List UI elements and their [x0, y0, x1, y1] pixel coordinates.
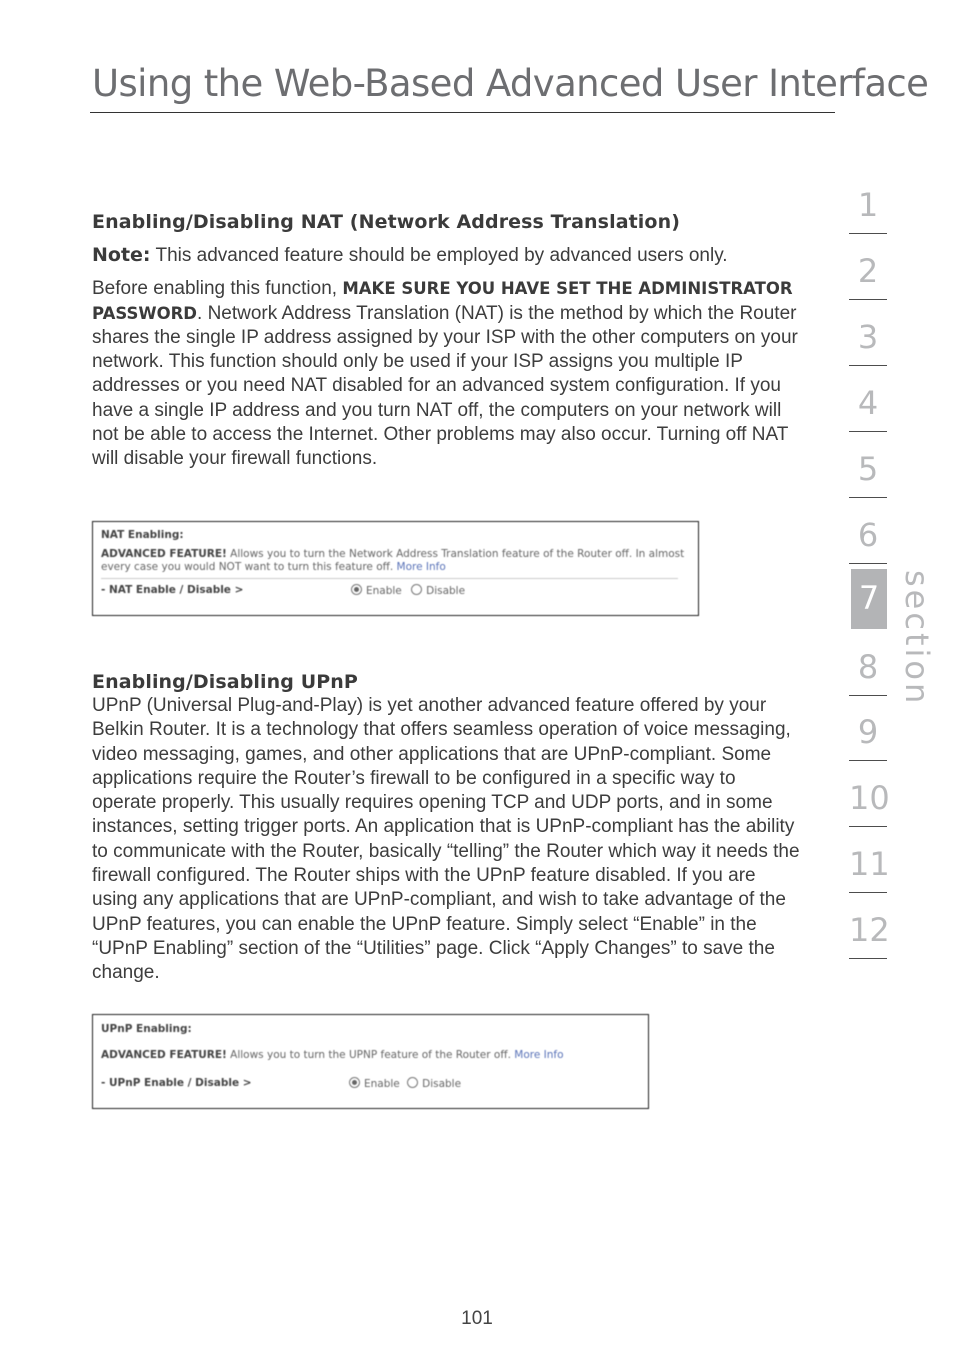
upnp-shot-title: UPnP Enabling:: [101, 1023, 192, 1035]
upnp-heading: Enabling/Disabling UPnP: [92, 671, 358, 693]
nat-disable-label: Disable: [426, 585, 466, 597]
upnp-enable-row-label: - UPnP Enable / Disable >: [101, 1077, 252, 1089]
nat-more-info-link[interactable]: More Info: [393, 561, 446, 573]
section-tab-9[interactable]: 9: [849, 703, 887, 761]
upnp-shot-description: [101, 1049, 564, 1061]
upnp-more-info-link[interactable]: More Info: [510, 1049, 564, 1061]
upnp-radio-group: [349, 1077, 461, 1090]
nat-para-start: Before enabling this function,: [92, 278, 343, 300]
page-number: 101: [461, 1308, 493, 1329]
nat-radio-group: [351, 584, 465, 597]
upnp-enable-radio[interactable]: [349, 1077, 360, 1088]
upnp-disable-radio[interactable]: [407, 1077, 418, 1088]
nat-shot-description: [101, 548, 686, 574]
upnp-enable-label: Enable: [364, 1078, 400, 1090]
nat-shot-feature-label: ADVANCED FEATURE!: [101, 548, 227, 560]
upnp-screenshot: [92, 1014, 649, 1109]
nat-enable-radio[interactable]: [351, 584, 362, 595]
upnp-shot-feature-text: Allows you to turn the UPNP feature of the Router off.: [226, 1049, 511, 1061]
section-tab-4[interactable]: 4: [849, 374, 887, 432]
nat-note: [92, 243, 800, 268]
section-tab-1[interactable]: 1: [849, 176, 887, 234]
title-rule: [90, 112, 835, 113]
section-tab-7[interactable]: 7: [851, 569, 887, 629]
nat-shot-feature-text: Allows you to turn the Network Address Translation feature of the Router off. In almost every case you would NOT want to turn this feature off.: [101, 548, 685, 573]
nat-heading: Enabling/Disabling NAT (Network Address Translation): [92, 211, 680, 233]
nat-shot-divider: [101, 578, 678, 579]
section-tab-6[interactable]: 6: [849, 506, 887, 564]
note-text: This advanced feature should be employed by advanced users only.: [150, 245, 728, 266]
nat-enable-label: Enable: [366, 585, 402, 597]
nat-disable-radio[interactable]: [411, 584, 422, 595]
section-tab-12[interactable]: 12: [849, 901, 887, 959]
nat-enable-row-label: - NAT Enable / Disable >: [101, 584, 244, 596]
section-tab-8[interactable]: 8: [849, 638, 887, 696]
nat-para-caps: MAKE SURE YOU HAVE SET THE ADMINISTRATOR PASSWORD: [92, 279, 793, 323]
nat-paragraph: [92, 277, 800, 471]
nat-screenshot: [92, 521, 699, 616]
section-tab-5[interactable]: 5: [849, 440, 887, 498]
section-tab-10[interactable]: 10: [849, 769, 887, 827]
upnp-paragraph: UPnP (Universal Plug-and-Play) is yet another advanced feature offered by your Belkin Router. It is a technology that offers seamless operation of voice messaging, video messaging, games, and other applications that are UPnP-compliant. Some applications require the Router’s firewall to be configured in a specific way to operate properly. This usually requires opening TCP and UDP ports, and in some instances, setting trigger ports. An application that is UPnP-compliant has the ability to communicate with the Router, basically “telling” the Router which way it needs the firewall configured. The Router ships with the UPnP feature disabled. If you are using any applications that are UPnP-compliant, and wish to take advantage of the UPnP features, you can enable the UPnP feature. Simply select “Enable” in the “UPnP Enabling” section of the “Utilities” page. Click “Apply Changes” to save the change.: [92, 695, 800, 984]
nat-shot-title: NAT Enabling:: [101, 529, 184, 541]
section-tab-11[interactable]: 11: [849, 835, 887, 893]
upnp-section: [92, 671, 800, 986]
section-tab-3[interactable]: 3: [849, 308, 887, 366]
nat-para-rest: . Network Address Translation (NAT) is the method by which the Router shares the single IP address assigned by your ISP with the other computers on your network. This function should only be used if your ISP assigns you multiple IP addresses or you need NAT disabled for an advanced system configuration. If you have a single IP address and you turn NAT off, the computers on your network will not be able to access the Internet. Other problems may also occur. Turning off NAT will disable your firewall functions.: [92, 302, 798, 470]
upnp-shot-feature-label: ADVANCED FEATURE!: [101, 1049, 227, 1061]
section-label: section: [898, 570, 936, 707]
note-label: Note:: [92, 244, 151, 266]
section-tab-2[interactable]: 2: [849, 242, 887, 300]
nat-section: [92, 211, 800, 472]
page-title: Using the Web-Based Advanced User Interface: [92, 62, 929, 105]
upnp-disable-label: Disable: [422, 1078, 462, 1090]
